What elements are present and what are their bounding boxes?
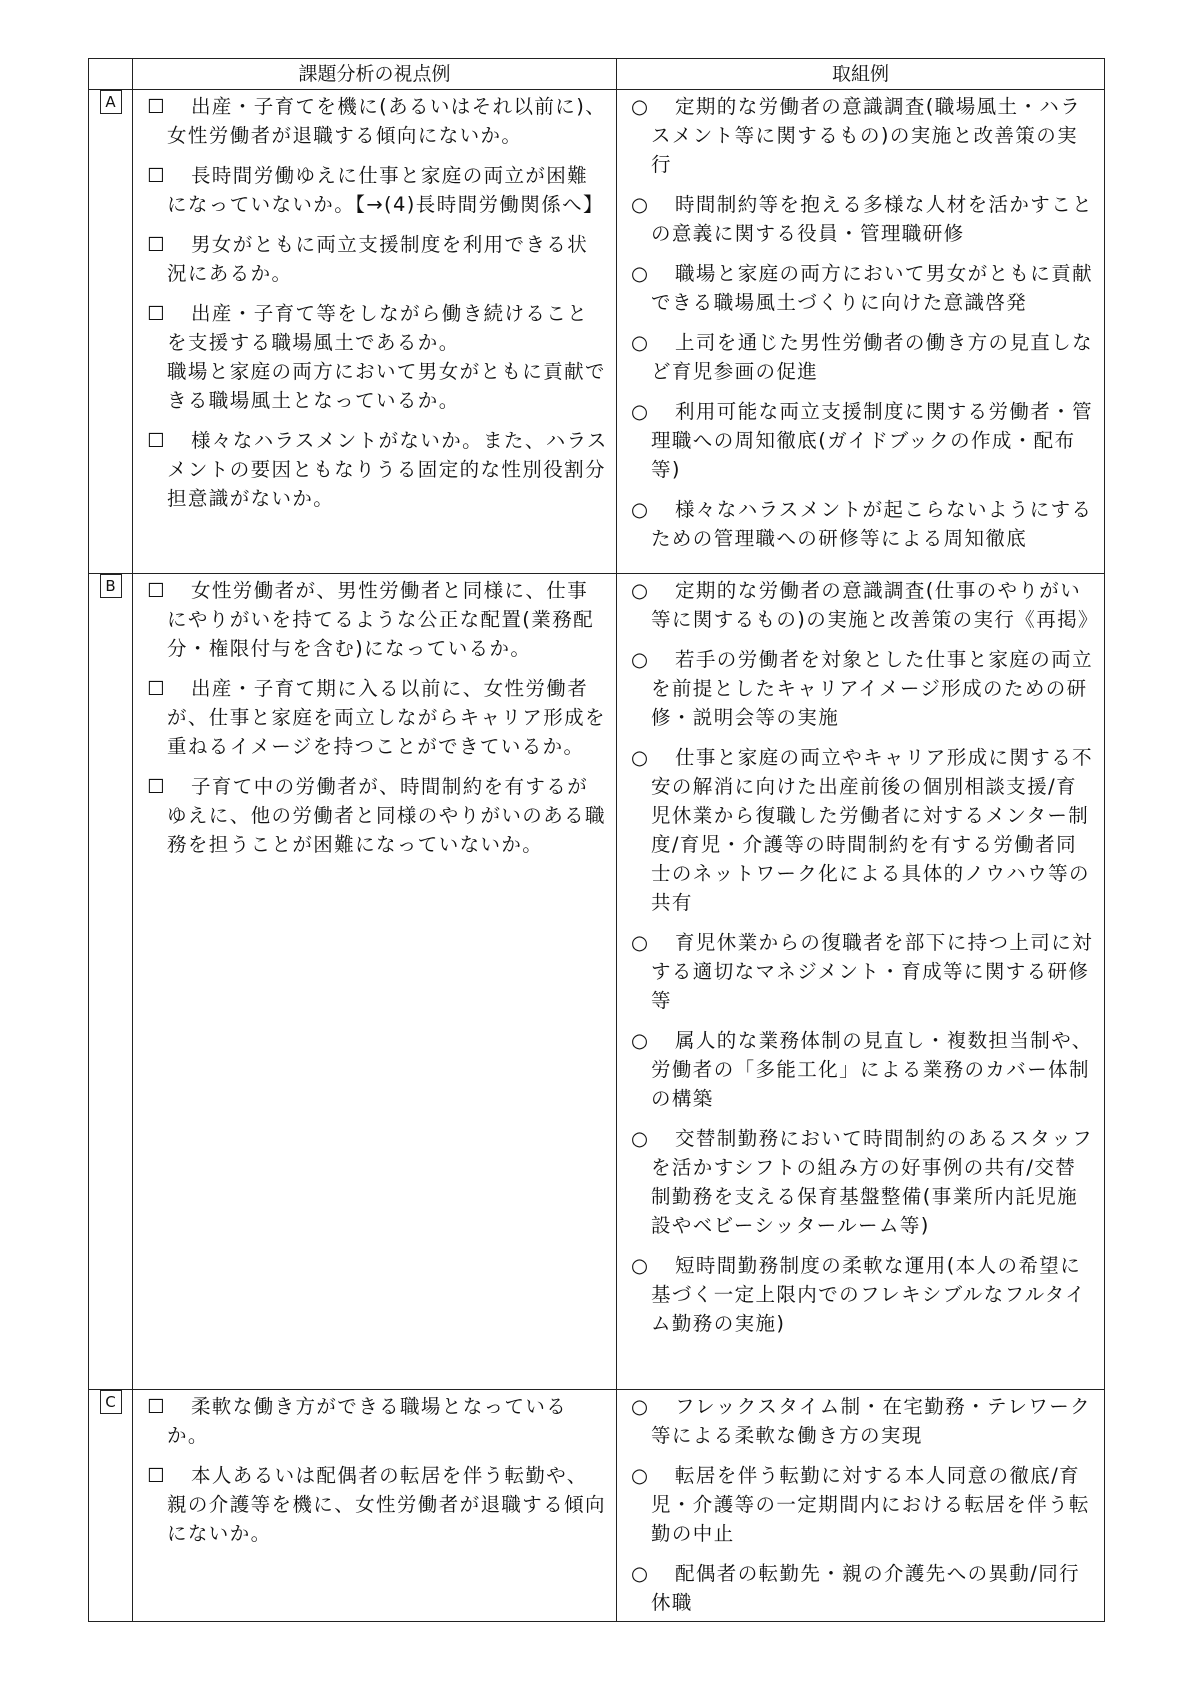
checklist-text xyxy=(167,674,608,761)
checklist-main: 様々なハラスメントがないか。また、ハラスメントの要因ともなりうる固定的な性別役割分担意識がないか。 xyxy=(167,429,608,510)
checkbox-icon: ☐ xyxy=(147,1464,166,1487)
checklist-text xyxy=(167,426,608,513)
checkbox-icon: ☐ xyxy=(147,677,166,700)
action-text: 育児休業からの復職者を部下に持つ上司に対する適切なマネジメント・育成等に関する研修等 xyxy=(651,931,1094,1012)
section-row xyxy=(89,1390,1105,1622)
checkbox-icon: ☐ xyxy=(147,164,166,187)
checklist-main: 柔軟な働き方ができる職場となっているか。 xyxy=(167,1395,568,1447)
action-text: 利用可能な両立支援制度に関する労働者・管理職への周知徹底(ガイドブックの作成・配布等) xyxy=(651,400,1094,481)
checklist-main: 男女がともに両立支援制度を利用できる状況にあるか。 xyxy=(167,233,589,285)
checklist-text xyxy=(167,576,608,663)
action-item xyxy=(631,495,1096,553)
action-text: 属人的な業務体制の見直し・複数担当制や、労働者の「多能工化」による業務のカバー体制の構築 xyxy=(651,1029,1093,1110)
checkbox-icon: ☐ xyxy=(147,775,166,798)
checkbox-icon: ☐ xyxy=(147,579,166,602)
action-list xyxy=(617,90,1104,557)
section-label-cell xyxy=(89,90,133,574)
action-list xyxy=(617,1390,1104,1621)
action-text: 若手の労働者を対象とした仕事と家庭の両立を前提としたキャリアイメージ形成のための研修・説明会等の実施 xyxy=(651,648,1094,729)
section-label: B xyxy=(100,574,122,598)
circle-bullet-icon: ○ xyxy=(631,579,650,602)
action-text: 転居を伴う転勤に対する本人同意の徹底/育児・介護等の一定期間内における転居を伴う転勤の中止 xyxy=(651,1464,1090,1545)
circle-bullet-icon: ○ xyxy=(631,1395,650,1418)
checkbox-icon: ☐ xyxy=(147,429,166,452)
action-item xyxy=(631,1461,1096,1548)
action-text: 交替制勤務において時間制約のあるスタッフを活かすシフトの組み方の好事例の共有/交替制勤務を支える保育基盤整備(事業所内託児施設やベビーシッタールーム等) xyxy=(651,1127,1094,1237)
checklist-item xyxy=(147,161,608,219)
perspective-list xyxy=(133,1390,616,1552)
action-text: 定期的な労働者の意識調査(仕事のやりがい等に関するもの)の実施と改善策の実行《再掲》 xyxy=(651,579,1099,631)
checklist-text xyxy=(167,230,608,288)
perspective-cell xyxy=(133,574,617,1390)
checklist-text xyxy=(167,92,608,150)
circle-bullet-icon: ○ xyxy=(631,931,650,954)
section-label-cell xyxy=(89,1390,133,1622)
checklist-main: 出産・子育て期に入る以前に、女性労働者が、仕事と家庭を両立しながらキャリア形成を重ねるイメージを持つことができているか。 xyxy=(167,677,606,758)
checklist-text xyxy=(167,299,608,415)
section-row xyxy=(89,90,1105,574)
action-item xyxy=(631,1026,1096,1113)
action-text: フレックスタイム制・在宅勤務・テレワーク等による柔軟な働き方の実現 xyxy=(651,1395,1092,1447)
action-item xyxy=(631,1124,1096,1240)
circle-bullet-icon: ○ xyxy=(631,262,650,285)
action-text: 配偶者の転勤先・親の介護先への異動/同行休職 xyxy=(651,1562,1081,1614)
action-item xyxy=(631,1559,1096,1617)
perspective-list xyxy=(133,90,616,517)
action-text: 職場と家庭の両方において男女がともに貢献できる職場風土づくりに向けた意識啓発 xyxy=(651,262,1094,314)
checklist-item xyxy=(147,674,608,761)
circle-bullet-icon: ○ xyxy=(631,1254,650,1277)
action-item xyxy=(631,397,1096,484)
action-item xyxy=(631,645,1096,732)
action-cell xyxy=(617,90,1105,574)
checklist-main: 本人あるいは配偶者の転居を伴う転勤や、親の介護等を機に、女性労働者が退職する傾向にないか。 xyxy=(167,1464,606,1545)
checklist-item xyxy=(147,299,608,415)
section-label-cell xyxy=(89,574,133,1390)
checklist-item xyxy=(147,426,608,513)
action-cell xyxy=(617,1390,1105,1622)
perspective-cell xyxy=(133,90,617,574)
action-text: 仕事と家庭の両立やキャリア形成に関する不安の解消に向けた出産前後の個別相談支援/育児休業から復職した労働者に対するメンター制度/育児・介護等の時間制約を有する労働者同士のネットワーク化による具体的ノウハウ等の共有 xyxy=(651,746,1094,914)
checklist-text xyxy=(167,772,608,859)
checkbox-icon: ☐ xyxy=(147,95,166,118)
checklist-item xyxy=(147,1392,608,1450)
circle-bullet-icon: ○ xyxy=(631,498,650,521)
checklist-main: 出産・子育てを機に(あるいはそれ以前に)、女性労働者が退職する傾向にないか。 xyxy=(167,95,607,147)
circle-bullet-icon: ○ xyxy=(631,1029,650,1052)
action-item xyxy=(631,928,1096,1015)
checklist-text xyxy=(167,1461,608,1548)
checklist-main: 女性労働者が、男性労働者と同様に、仕事にやりがいを持てるような公正な配置(業務配分・権限付与を含む)になっているか。 xyxy=(167,579,595,660)
checklist-item xyxy=(147,1461,608,1548)
action-item xyxy=(631,92,1096,179)
checklist-item xyxy=(147,772,608,859)
circle-bullet-icon: ○ xyxy=(631,400,650,423)
checklist-text xyxy=(167,161,608,219)
action-text: 上司を通じた男性労働者の働き方の見直しなど育児参画の促進 xyxy=(651,331,1094,383)
checklist-item xyxy=(147,230,608,288)
section-row xyxy=(89,574,1105,1390)
checklist-text xyxy=(167,1392,608,1450)
checkbox-icon: ☐ xyxy=(147,302,166,325)
circle-bullet-icon: ○ xyxy=(631,648,650,671)
checkbox-icon: ☐ xyxy=(147,233,166,256)
checklist-main: 長時間労働ゆえに仕事と家庭の両立が困難になっていないか。【→(4)長時間労働関係へ】 xyxy=(167,164,604,216)
action-list xyxy=(617,574,1104,1342)
circle-bullet-icon: ○ xyxy=(631,1562,650,1585)
checklist-main: 子育て中の労働者が、時間制約を有するがゆえに、他の労働者と同様のやりがいのある職務を担うことが困難になっていないか。 xyxy=(167,775,606,856)
header-blank xyxy=(89,59,133,90)
circle-bullet-icon: ○ xyxy=(631,1464,650,1487)
checklist-item xyxy=(147,92,608,150)
action-text: 時間制約等を抱える多様な人材を活かすことの意義に関する役員・管理職研修 xyxy=(651,193,1094,245)
header-perspective: 課題分析の視点例 xyxy=(133,59,617,90)
section-label: A xyxy=(100,90,122,114)
analysis-table xyxy=(88,58,1105,1622)
action-item xyxy=(631,1392,1096,1450)
circle-bullet-icon: ○ xyxy=(631,1127,650,1150)
checklist-item xyxy=(147,576,608,663)
checklist-main: 出産・子育て等をしながら働き続けることを支援する職場風土であるか。 xyxy=(167,302,589,354)
section-label: C xyxy=(100,1390,122,1414)
circle-bullet-icon: ○ xyxy=(631,193,650,216)
action-text: 定期的な労働者の意識調査(職場風土・ハラスメント等に関するもの)の実施と改善策の実行 xyxy=(651,95,1082,176)
header-actions: 取組例 xyxy=(617,59,1105,90)
circle-bullet-icon: ○ xyxy=(631,331,650,354)
circle-bullet-icon: ○ xyxy=(631,746,650,769)
circle-bullet-icon: ○ xyxy=(631,95,650,118)
action-item xyxy=(631,328,1096,386)
checklist-sub: 職場と家庭の両方において男女がともに貢献できる職場風土となっているか。 xyxy=(167,360,606,412)
action-item xyxy=(631,190,1096,248)
action-item xyxy=(631,259,1096,317)
action-item xyxy=(631,576,1099,634)
action-text: 様々なハラスメントが起こらないようにするための管理職への研修等による周知徹底 xyxy=(651,498,1093,550)
perspective-list xyxy=(133,574,616,863)
action-cell xyxy=(617,574,1105,1390)
perspective-cell xyxy=(133,1390,617,1622)
action-item xyxy=(631,1251,1096,1338)
checkbox-icon: ☐ xyxy=(147,1395,166,1418)
action-item xyxy=(631,743,1096,917)
action-text: 短時間勤務制度の柔軟な運用(本人の希望に基づく一定上限内でのフレキシブルなフルタイム勤務の実施) xyxy=(651,1254,1087,1335)
header-row xyxy=(89,59,1105,90)
